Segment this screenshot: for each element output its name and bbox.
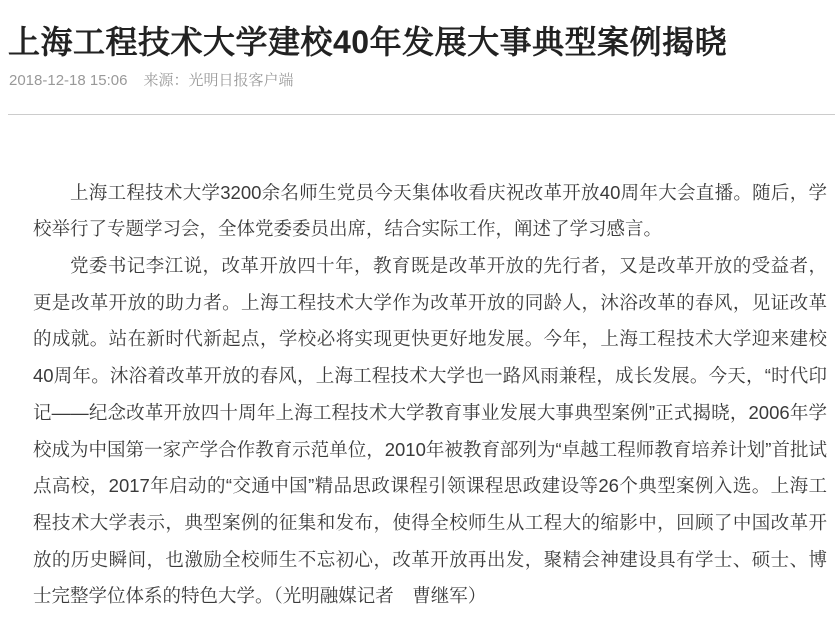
- article-title: 上海工程技术大学建校40年发展大事典型案例揭晓: [8, 24, 728, 60]
- publish-datetime: 2018-12-18 15:06: [9, 71, 128, 89]
- article-source: 来源：光明日报客户端: [143, 71, 294, 89]
- header-divider: [8, 114, 835, 115]
- article-paragraph: 党委书记李江说，改革开放四十年，教育既是改革开放的先行者，又是改革开放的受益者，更是改革开放的助力者。上海工程技术大学作为改革开放的同龄人，沐浴改革的春风，见证改革的成就。站在新时代新起点，学校必将实现更快更好地发展。今年，上海工程技术大学迎来建校40周年。沐浴着改革开放的春风，上海工程技术大学也一路风雨兼程，成长发展。今天，“时代印记——纪念改革开放四十周年上海工程技术大学教育事业发展大事典型案例”正式揭晓，2006年学校成为中国第一家产学合作教育示范单位，2010年被教育部列为“卓越工程师教育培养计划”首批试点高校，2017年启动的“交通中国”精品思政课程引领课程思政建设等26个典型案例入选。上海工程技术大学表示，典型案例的征集和发布，使得全校师生从工程大的缩影中，回顾了中国改革开放的历史瞬间，也激励全校师生不忘初心，改革开放再出发，聚精会神建设具有学士、硕士、博士完整学位体系的特色大学。（光明融媒记者 曹继军）: [33, 255, 827, 607]
- article-paragraph: 上海工程技术大学3200余名师生党员今天集体收看庆祝改革开放40周年大会直播。随后，学校举行了专题学习会，全体党委委员出席，结合实际工作，阐述了学习感言。: [33, 181, 827, 240]
- article-meta: [9, 70, 827, 91]
- article-body: [33, 175, 827, 615]
